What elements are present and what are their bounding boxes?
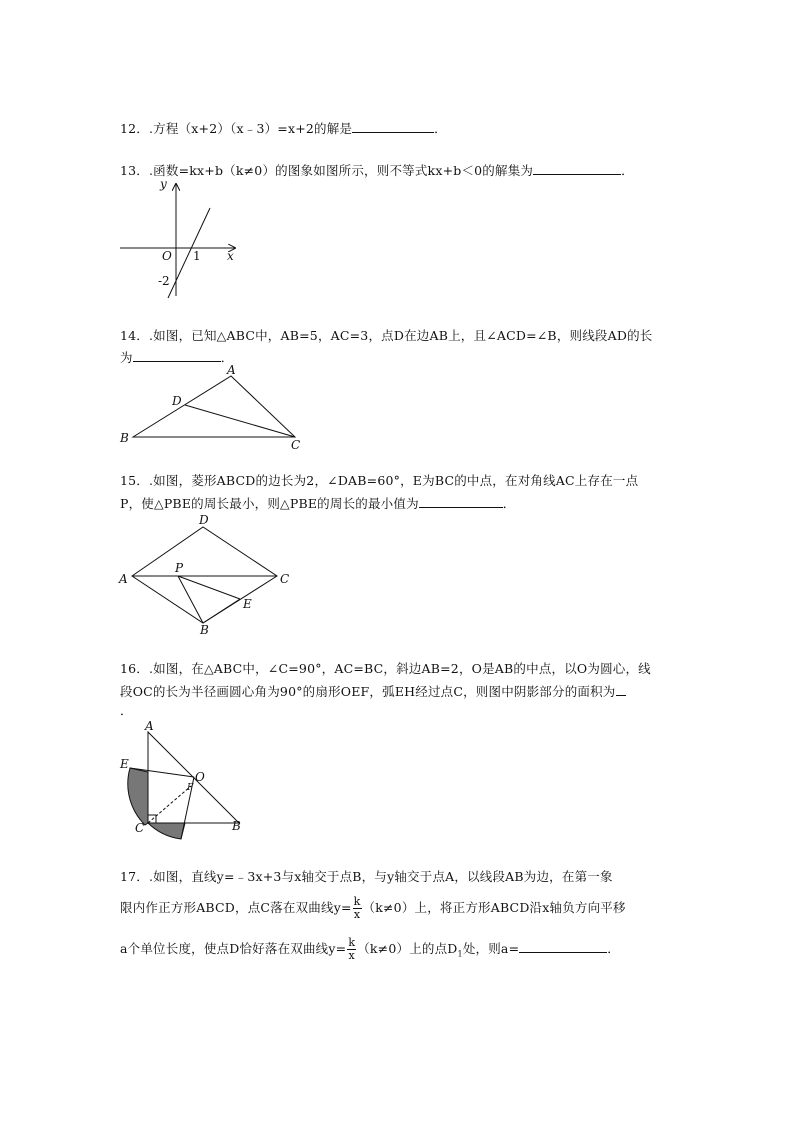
q17-text-2b: （k≠0）上，将正方形ABCD沿x轴负方向平移 [362,900,626,915]
label-b: B [120,431,129,445]
question-15-line1 [120,473,638,489]
question-17-line1 [120,869,613,885]
q16-figure [115,718,255,846]
q14-text-2: 为 [120,350,133,365]
fraction-numerator: k [353,895,361,908]
q13-end: ． [621,163,634,178]
q17-text-3b: （k≠0）上的点D [357,941,458,956]
label-a: A [227,363,236,377]
label-neg2: -2 [158,274,170,288]
label-c: C [280,572,290,586]
q16-text-1: 16．.如图，在△ABC中，∠C=90°，AC=BC，斜边AB=2，O是AB的中点，以O为圆心，线 [120,661,651,676]
label-a: A [119,572,128,586]
label-e: E [243,597,252,611]
question-15-line2 [120,495,515,512]
segment-pe [178,576,240,599]
question-17-line2 [120,891,626,925]
answer-blank-14[interactable] [133,349,221,362]
label-b: B [200,623,209,637]
answer-blank-12[interactable] [352,120,434,133]
q17-text-1: 17．.如图，直线y=﹣3x+3与x轴交于点B，与y轴交于点A，以线段AB为边，在第一象 [120,869,613,884]
label-c: C [291,438,301,452]
q13-figure [110,178,250,303]
q15-figure [115,512,300,640]
q14-figure [115,362,315,452]
q14-end: ． [220,350,234,365]
function-line [168,208,210,298]
label-d: D [172,394,182,408]
shaded-region-bottom [148,823,185,839]
question-14-line1 [120,328,652,344]
q16-text-3: ． [120,703,133,718]
q13-text: 13．.函数=kx+b（k≠0）的图象如图所示，则不等式kx+b＜0的解集为 [120,163,534,178]
fraction-k-over-x-2 [347,937,356,962]
label-o: O [195,770,205,784]
fraction-numerator: k [348,936,356,949]
label-origin: O [162,249,172,263]
q15-end: ． [502,496,516,511]
question-16-line3 [120,703,133,719]
rhombus-abcd [132,527,277,623]
label-p: P [175,561,184,575]
q17-text-2a: 限内作正方形ABCD，点C落在双曲线y= [120,900,352,915]
label-d: D [199,513,209,527]
q15-text-2: P，使△PBE的周长最小，则△PBE的周长的最小值为 [120,496,419,511]
q12-end: ． [434,121,447,136]
subscript-1: 1 [457,949,463,959]
label-e: E [120,757,129,771]
answer-blank-17[interactable] [519,940,607,953]
label-a: A [145,719,154,733]
q17-text-3a: a个单位长度，使点D恰好落在双曲线y= [120,941,347,956]
shaded-region-left [128,768,148,825]
q17-text-3c: 处，则a= [462,941,520,956]
label-f: F [187,783,194,793]
fraction-denominator: x [353,908,361,921]
triangle-abc [133,376,295,437]
answer-blank-15[interactable] [419,495,503,508]
answer-blank-16[interactable] [616,683,626,696]
q12-text: 12．.方程（x+2）（x﹣3）=x+2的解是 [120,121,353,136]
label-c: C [135,821,145,835]
fraction-denominator: x [348,949,355,962]
q17-end: ． [607,941,620,956]
question-16-line1 [120,661,651,677]
label-x: x [227,249,234,263]
segment-oc [148,786,191,823]
question-17-line3 [120,932,620,966]
q15-text-1: 15．.如图，菱形ABCD的边长为2，∠DAB=60°，E为BC的中点，在对角线AC上存在一点 [120,473,639,488]
label-y: y [160,177,167,191]
q14-text-1: 14．.如图，已知△ABC中，AB=5，AC=3，点D在边AB上，且∠ACD=∠B，则线段AD的长 [120,328,653,343]
label-one: 1 [193,249,201,263]
q16-text-2: 段OC的长为半径画圆心角为90°的扇形OEF，弧EH经过点C，则图中阴影部分的面积为 [120,684,616,699]
question-16-line2 [120,683,626,700]
segment-be [203,599,240,623]
segment-pb [178,576,203,623]
answer-blank-13[interactable] [533,162,621,175]
question-12 [120,120,447,137]
question-13 [120,162,634,179]
fraction-k-over-x [353,896,362,921]
label-b: B [232,819,241,833]
